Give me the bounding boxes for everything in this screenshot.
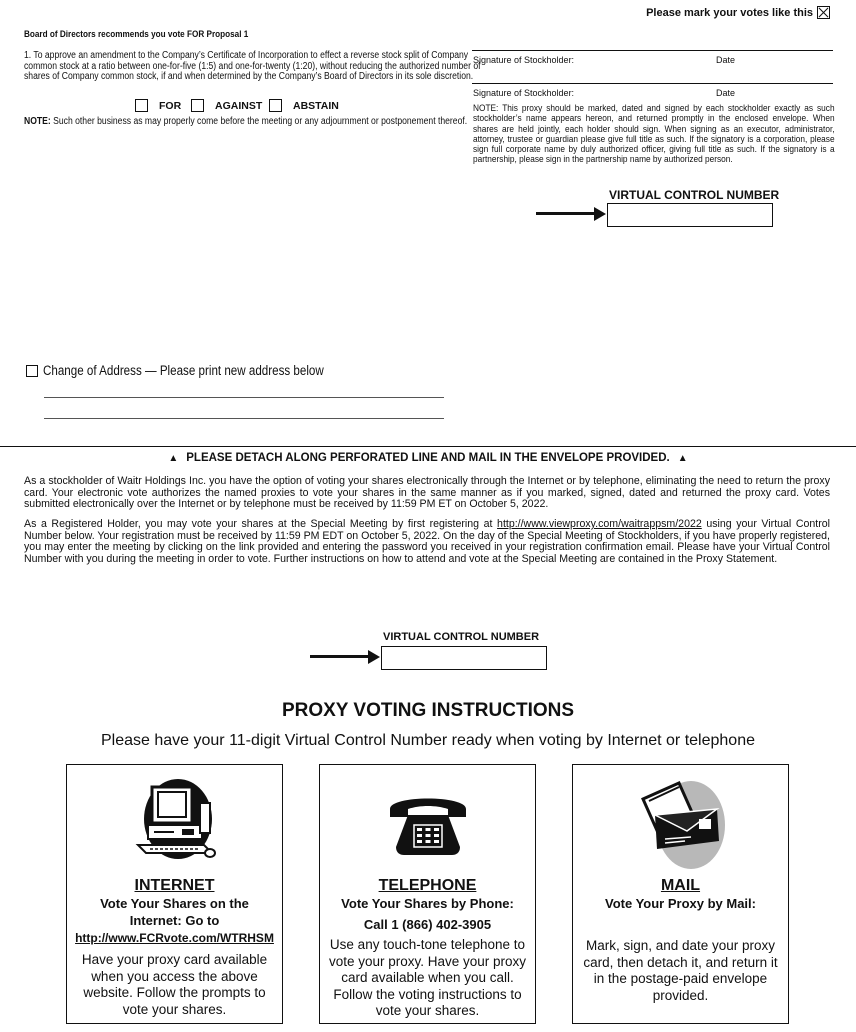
- vcn-box-top[interactable]: [607, 203, 773, 227]
- vote-abstain-option[interactable]: [269, 99, 339, 112]
- mail-instructions: Mark, sign, and date your proxy card, then detach it, and return it in the postage-paid envelope provided.: [583, 938, 778, 1003]
- arrow-middle-shaft: [310, 655, 372, 658]
- telephone-icon: [386, 791, 470, 862]
- against-checkbox[interactable]: [191, 99, 204, 112]
- abstain-checkbox[interactable]: [269, 99, 282, 112]
- note-text: Such other business as may properly come before the meeting or any adjournment or postponement thereof.: [50, 116, 468, 127]
- arrow-right-icon: [594, 207, 606, 221]
- address-line-1[interactable]: [44, 397, 444, 398]
- viewproxy-link[interactable]: http://www.viewproxy.com/waitrappsm/2022: [497, 518, 702, 530]
- mail-title: MAIL: [660, 877, 701, 894]
- proxy-voting-title: PROXY VOTING INSTRUCTIONS: [281, 700, 575, 721]
- against-label: AGAINST: [215, 99, 263, 112]
- detach-text: PLEASE DETACH ALONG PERFORATED LINE AND MAIL IN THE ENVELOPE PROVIDED.: [186, 452, 670, 464]
- mark-votes-text: Please mark your votes like this: [646, 6, 813, 19]
- internet-title: INTERNET: [134, 877, 215, 894]
- vote-for-option[interactable]: [135, 99, 181, 112]
- internet-sub-1: Vote Your Shares on the: [100, 896, 249, 911]
- fcrvote-link[interactable]: http://www.FCRvote.com/WTRHSM: [75, 931, 274, 945]
- mail-icon: [635, 779, 727, 874]
- mark-votes-instruction: [646, 6, 830, 19]
- telephone-voting-card: [319, 764, 536, 1024]
- signing-instructions-note: NOTE: This proxy should be marked, dated and signed by each stockholder exactly as such stockholder’s name appears hereon, and returned promptly in the enclosed envelope. When shares are held jointly, each holder should sign. When signing as an executor, administrator, attorney, trustee or guardian please give full title as such. If the signatory is a corporation, please sign full corporate name by duly authorized officer, giving full title as such. If the signatory is a partnership, please sign in the partnership name by authorized person.: [473, 103, 835, 166]
- abstain-label: ABSTAIN: [293, 99, 339, 112]
- telephone-number: Call 1 (866) 402-3905: [363, 917, 492, 932]
- vcn-label-middle: VIRTUAL CONTROL NUMBER: [383, 631, 540, 643]
- address-line-2[interactable]: [44, 418, 444, 419]
- telephone-instructions: Use any touch-tone telephone to vote your proxy. Have your proxy card available when you call. Follow the voting instructions to vote your shares.: [328, 937, 527, 1018]
- date-label-1: Date: [716, 55, 736, 65]
- detach-instruction: [0, 452, 856, 464]
- vcn-box-middle[interactable]: [381, 646, 547, 670]
- registered-text-b: using your Virtual Control Number below. Your registration must be received by 11:59 PM EDT on October 5, 2022. On the day of the Special Meeting of Stockholders, if you have properly registered, you may enter the meeting by clicking on the link provided and entering the password you received in your registration confirmation email. Please have your Virtual Control Number with you during the meeting in order to vote. Further instructions on how to attend and vote at the Special Meeting are contained in the Proxy Statement.: [24, 518, 831, 565]
- signature-line-2[interactable]: [472, 83, 833, 84]
- internet-voting-card: [66, 764, 283, 1024]
- internet-sub-2: Internet: Go to: [129, 913, 220, 928]
- for-checkbox[interactable]: [135, 99, 148, 112]
- arrow-right-icon: [368, 650, 380, 664]
- board-recommendation: Board of Directors recommends you vote FOR Proposal 1: [24, 29, 249, 40]
- proposal-1-text: 1. To approve an amendment to the Company’s Certificate of Incorporation to effect a reverse stock split of Company common stock at a ratio between one-for-five (1:5) and one-for-twenty (1:20), without reducing the authorized number of shares of Company common stock, if and when determined by the Company’s Board of Directors in its sole discretion.: [24, 50, 481, 82]
- triangle-up-icon: ▲: [168, 453, 179, 464]
- computer-icon: [130, 779, 220, 870]
- registered-holder-paragraph: [24, 519, 830, 565]
- vote-against-option[interactable]: [191, 99, 262, 112]
- perforation-line: [0, 446, 856, 447]
- registered-text-a: As a Registered Holder, you may vote your shares at the Special Meeting by first registering at: [24, 518, 498, 530]
- electronic-voting-paragraph: As a stockholder of Waitr Holdings Inc. you have the option of voting your shares electronically through the Internet or by telephone, eliminating the need to return the proxy card. Your electronic vote authorizes the named proxies to vote your shares in the same manner as if you marked, signed, dated and returned the proxy card. Votes submitted electronically over the Internet or by telephone must be received by 11:59 PM ET on October 5, 2022.: [24, 475, 830, 511]
- x-mark-example-icon: [817, 6, 830, 19]
- signature-label-2: Signature of Stockholder:: [473, 88, 575, 98]
- triangle-up-icon: ▲: [677, 453, 688, 464]
- date-label-2: Date: [716, 88, 736, 98]
- telephone-title: TELEPHONE: [378, 877, 477, 894]
- signature-line-1[interactable]: [472, 50, 833, 51]
- mail-voting-card: [572, 764, 789, 1024]
- proxy-voting-subtitle: Please have your 11-digit Virtual Control Number ready when voting by Internet or telephone: [100, 732, 755, 749]
- other-business-note: [24, 117, 502, 128]
- change-address-checkbox[interactable]: [26, 365, 38, 377]
- signature-label-1: Signature of Stockholder:: [473, 55, 575, 65]
- internet-instructions: Have your proxy card available when you access the above website. Follow the prompts to vote your shares.: [81, 952, 268, 1017]
- telephone-sub-1: Vote Your Shares by Phone:: [341, 896, 514, 911]
- change-address-label: Change of Address — Please print new address below: [43, 363, 324, 378]
- mail-sub-1: Vote Your Proxy by Mail:: [605, 896, 756, 911]
- change-of-address[interactable]: [26, 363, 369, 378]
- note-label: NOTE:: [24, 116, 51, 127]
- arrow-top-shaft: [536, 212, 598, 215]
- for-label: FOR: [159, 99, 182, 112]
- vcn-label-top: VIRTUAL CONTROL NUMBER: [609, 188, 780, 202]
